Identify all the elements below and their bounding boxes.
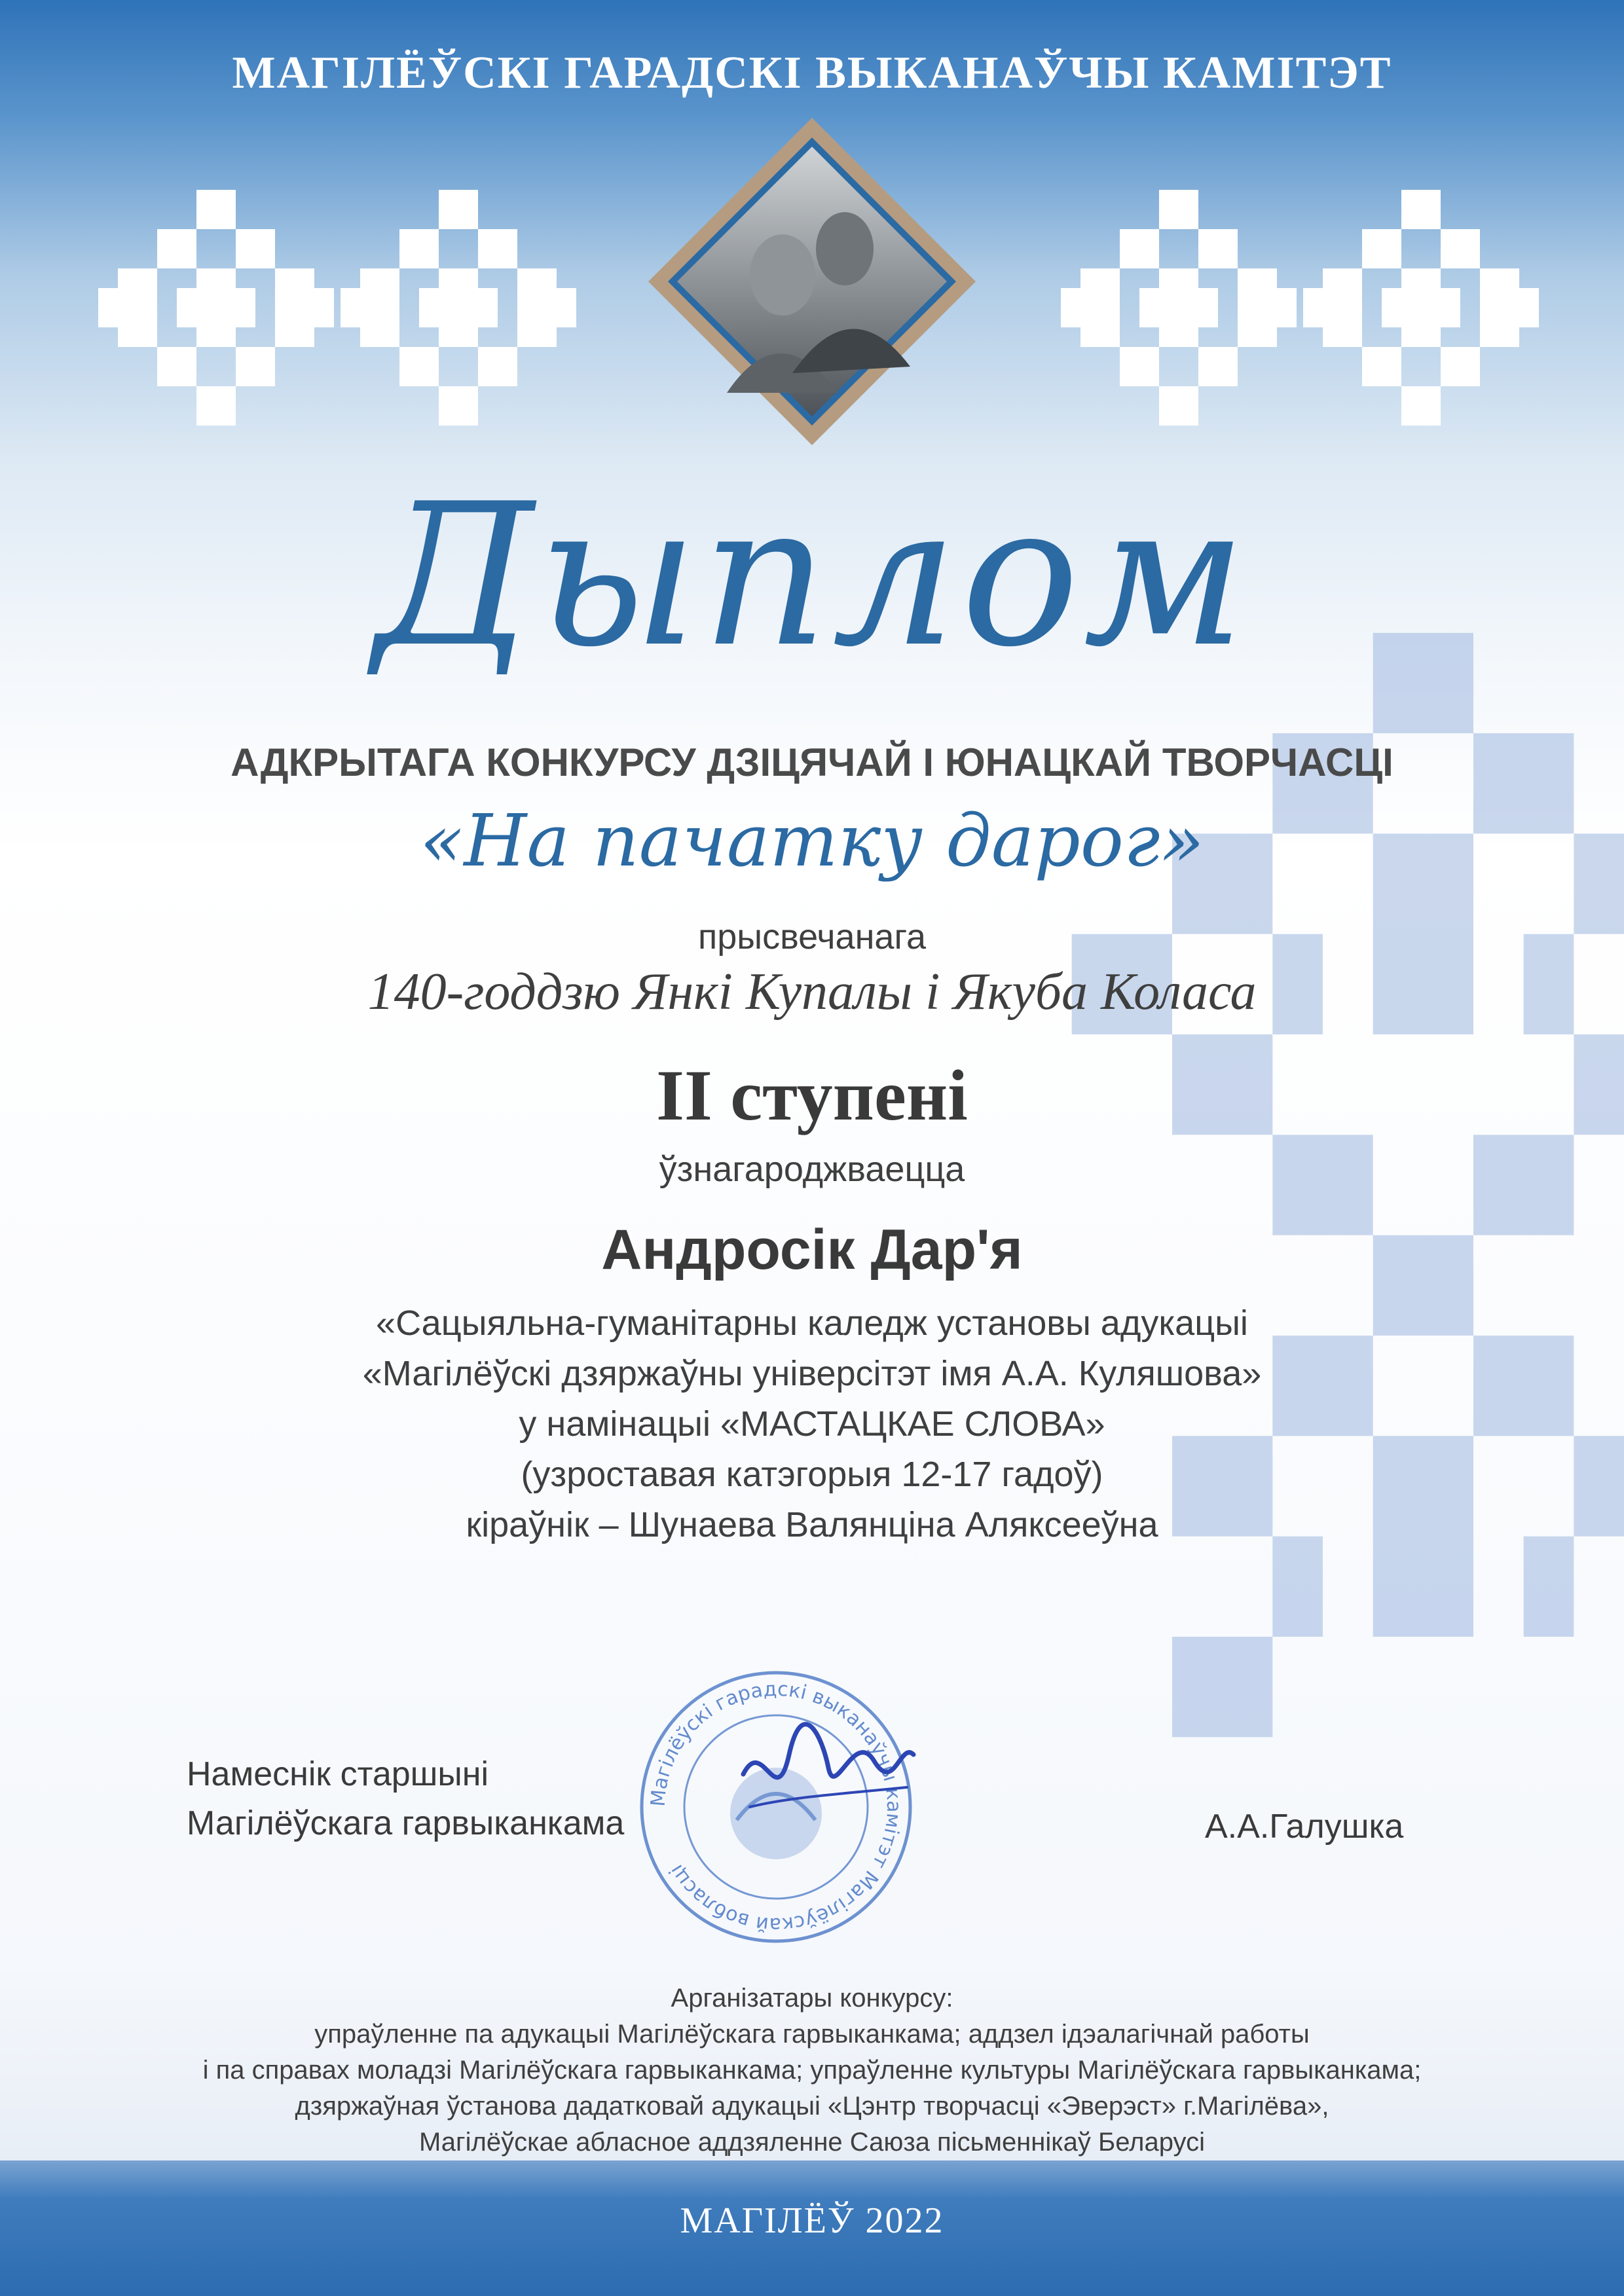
signatory-name: А.А.Галушка <box>1205 1808 1404 1846</box>
issuing-authority: МАГІЛЁЎСКІ ГАРАДСКІ ВЫКАНАЎЧЫ КАМІТЭТ <box>232 48 1392 98</box>
organizers-line: і па справах моладзі Магілёўскага гарвыканкама; упраўленне культуры Магілёўскага гарвыканкама; <box>202 2056 1422 2085</box>
detail-line: кіраўнік – Шунаева Валянціна Аляксееўна <box>466 1505 1158 1544</box>
organizers-heading: Арганізатары конкурсу: <box>671 1984 953 2013</box>
organizers-line: Магілёўскае абласное аддзяленне Саюза пісьменнікаў Беларусі <box>419 2128 1205 2157</box>
belarusian-ornament-icon <box>341 190 576 426</box>
diploma-title: Дыплом <box>374 462 1250 690</box>
diploma-degree: II ступені <box>656 1055 968 1135</box>
official-stamp-icon <box>625 1656 927 1958</box>
detail-line: (узроставая катэгорыя 12-17 гадоў) <box>521 1455 1103 1494</box>
detail-line: у намінацыі «МАСТАЦКАЕ СЛОВА» <box>519 1404 1105 1444</box>
signatory-role: Магілёўскага гарвыканкама <box>187 1804 625 1842</box>
contest-caption: АДКРЫТАГА КОНКУРСУ ДЗІЦЯЧАЙ І ЮНАЦКАЙ ТВОРЧАСЦІ <box>231 740 1393 784</box>
organizers-line: дзяржаўная ўстанова дадатковай адукацыі «Цэнтр творчасці «Эверэст» г.Магілёва», <box>295 2092 1329 2121</box>
detail-line: «Магілёўскі дзяржаўны універсітэт імя А.А. Куляшова» <box>362 1354 1262 1393</box>
winner-name: Андросік Дар'я <box>601 1218 1023 1281</box>
portrait-photo-icon <box>648 118 976 445</box>
anniversary-text: 140-годдзю Янкі Купалы і Якуба Коласа <box>367 963 1257 1021</box>
organizers-line: упраўленне па адукацыі Магілёўскага гарвыканкама; аддзел ідэалагічнай работы <box>314 2020 1310 2049</box>
contest-name: «На пачатку дарог» <box>420 799 1204 883</box>
belarusian-ornament-icon <box>1303 190 1539 426</box>
belarusian-ornament-icon <box>1061 190 1297 426</box>
signatory-role: Намеснік старшыні <box>187 1755 489 1793</box>
detail-line: «Сацыяльна-гуманітарны каледж установы адукацыі <box>376 1303 1248 1343</box>
stamp-text: Магілёўскі гарадскі выканаўчы камітэт Магілёўскай вобласці <box>646 1677 906 1937</box>
dedicated-text: прысвечанага <box>698 917 926 957</box>
belarusian-ornament-icon <box>98 190 334 426</box>
awarded-text: ўзнагароджваецца <box>659 1150 965 1189</box>
city-year: МАГІЛЁЎ 2022 <box>680 2200 944 2241</box>
